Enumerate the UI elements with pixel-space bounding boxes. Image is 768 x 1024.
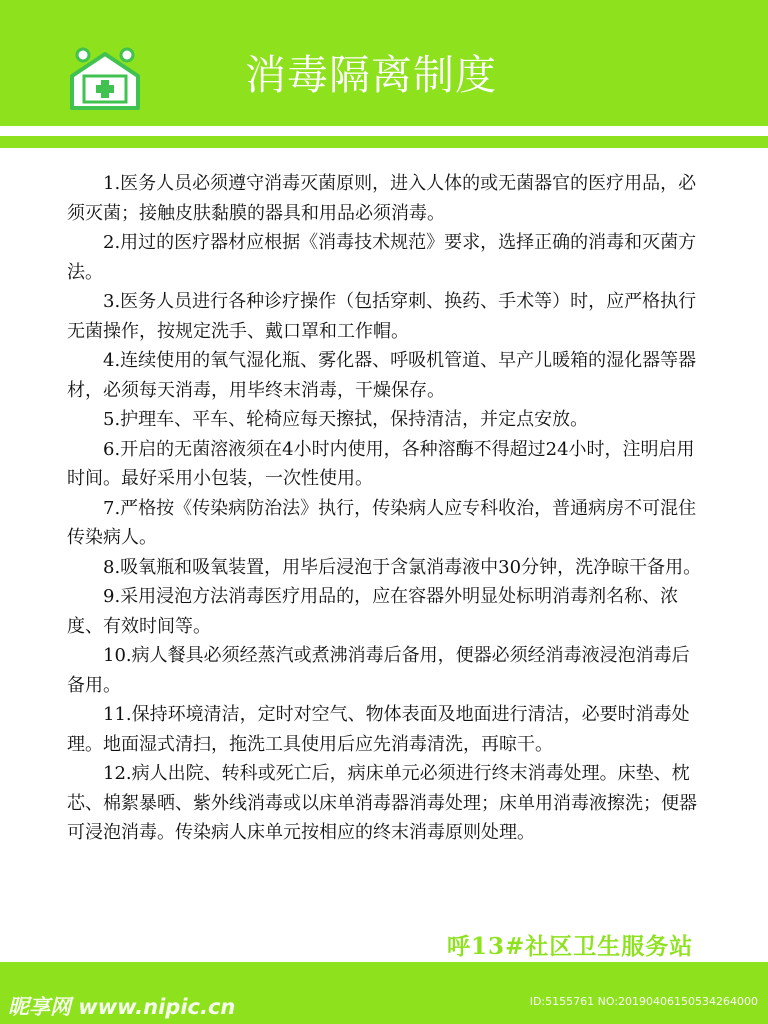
rule-item-4: 4.连续使用的氧气湿化瓶、雾化器、呼吸机管道、早产儿暖箱的湿化器等器材，必须每天消毒，用毕终末消毒，干燥保存。 — [67, 350, 697, 401]
hospital-cross-icon — [66, 46, 144, 114]
rule-item-1: 1.医务人员必须遵守消毒灭菌原则，进入人体的或无菌器官的医疗用品，必须灭菌；接触皮肤黏膜的器具和用品必须消毒。 — [67, 173, 697, 224]
rule-item-12: 12.病人出院、转科或死亡后，病床单元必须进行终末消毒处理。床垫、枕芯、棉絮暴晒、紫外线消毒或以床单消毒器消毒处理；床单用消毒液擦洗；便器可浸泡消毒。传染病人床单元按相应的终末消毒原则处理。 — [67, 763, 697, 843]
rule-item-5: 5.护理车、平车、轮椅应每天擦拭，保持清洁，并定点安放。 — [103, 409, 589, 430]
rule-item-3: 3.医务人员进行各种诊疗操作（包括穿刺、换药、手术等）时，应严格执行无菌操作，按规定洗手、戴口罩和工作帽。 — [67, 291, 697, 342]
rule-item-10: 10.病人餐具必须经蒸汽或煮沸消毒后备用，便器必须经消毒液浸泡消毒后备用。 — [67, 645, 690, 696]
rules-list — [67, 169, 707, 848]
rule-item-2: 2.用过的医疗器材应根据《消毒技术规范》要求，选择正确的消毒和灭菌方法。 — [67, 232, 697, 283]
watermark-id: ID:5155761 NO:20190406150534264000 — [529, 995, 758, 1008]
organization-name: 呼13#社区卫生服务站 — [447, 933, 694, 960]
header-stripe — [0, 136, 768, 148]
rule-item-7: 7.严格按《传染病防治法》执行，传染病人应专科收治，普通病房不可混住传染病人。 — [67, 497, 697, 548]
watermark-site-logo: 昵享网 www.nipic.cn — [8, 995, 236, 1019]
page-title: 消毒隔离制度 — [245, 51, 497, 99]
rule-item-9: 9.采用浸泡方法消毒医疗用品的，应在容器外明显处标明消毒剂名称、浓度、有效时间等。 — [67, 586, 679, 637]
rule-item-6: 6.开启的无菌溶液须在4小时内使用，各种溶酶不得超过24小时，注明启用时间。最好采用小包装，一次性使用。 — [67, 438, 695, 489]
rule-item-8: 8.吸氧瓶和吸氧装置，用毕后浸泡于含氯消毒液中30分钟，洗净晾干备用。 — [103, 556, 702, 578]
rule-item-11: 11.保持环境清洁，定时对空气、物体表面及地面进行清洁，必要时消毒处理。地面湿式清扫，拖洗工具使用后应先消毒清洗，再晾干。 — [67, 704, 690, 755]
